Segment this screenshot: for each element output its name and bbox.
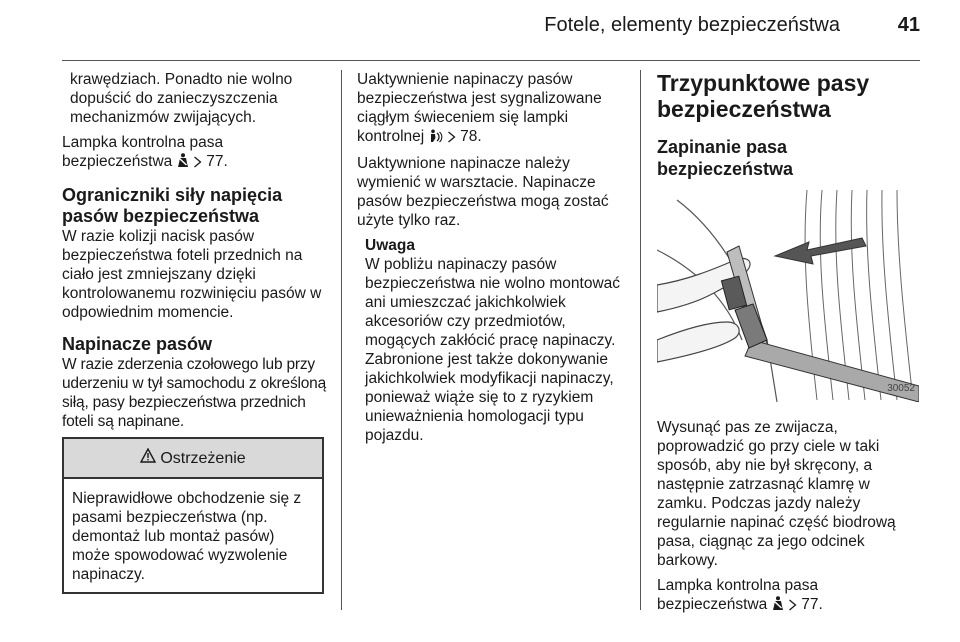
force-limiters-text: W razie kolizji nacisk pasów bezpieczeństwa foteli przednich na ciało jest zmniejszany dzięki kontrolowanemu rozwinięciu pasów w odpowiednim momencie.: [62, 228, 322, 321]
column-2: [357, 70, 622, 445]
page-ref-number: 77.: [801, 596, 823, 613]
warning-text: Nieprawidłowe obchodzenie się z pasami bezpieczeństwa (np. demontaż lub montaż pasów) może spowodować wyzwolenie napinaczy.: [72, 490, 302, 583]
warning-title: Ostrzeżenie: [160, 449, 246, 467]
seatbelt-fastening-drawing: [657, 190, 919, 402]
heading-three-point-belts: Trzypunktowe pasy bezpieczeństwa: [657, 70, 870, 122]
column-divider-2: [640, 70, 641, 610]
seatbelt-illustration: [657, 190, 919, 402]
column-1: [62, 70, 327, 594]
activation-text: Uaktywnienie napinaczy pasów bezpieczeństwa jest sygnalizowane ciągłym świeceniem się lampki kontrolnej: [357, 71, 602, 145]
reference-text: Lampka kontrolna pasa bezpieczeństwa: [657, 577, 819, 613]
column-3: [657, 70, 922, 622]
column-divider-1: [341, 70, 342, 610]
warning-header: [64, 439, 322, 479]
page-ref-number: 78.: [460, 128, 482, 145]
warning-box: [62, 437, 324, 594]
page-number: 41: [897, 14, 920, 36]
heading-pretensioners: Napinacze pasów: [62, 334, 213, 354]
seatbelt-warning-icon: [772, 596, 784, 616]
seatbelt-lamp-reference: [62, 133, 327, 173]
page-reference-icon: [788, 597, 797, 616]
pretensioner-activation-text: [357, 70, 622, 148]
heading-fastening-belt: Zapinanie pasa bezpieczeństwa: [657, 137, 794, 179]
warning-triangle-icon: [140, 448, 156, 468]
page-reference-icon: [447, 129, 456, 148]
seatbelt-lamp-reference: [657, 576, 922, 616]
note-block: [357, 236, 622, 445]
reference-text: Lampka kontrolna pasa bezpieczeństwa: [62, 134, 224, 170]
airbag-warning-icon: [429, 129, 443, 148]
paragraph-continuation: krawędziach. Ponadto nie wolno dopuścić do zanieczyszczenia mechanizmów zwijających.: [70, 71, 293, 126]
fastening-instructions: Wysunąć pas ze zwijacza, poprowadzić go przy ciele w taki sposób, aby nie był skręcony, a następnie zatrzasnąć klamrę w zamku. Podczas jazdy należy regularnie napinać część biodrową pasa, ciągnąc za jego odcinek barkowy.: [657, 419, 896, 569]
section-title: Fotele, elementy bezpieczeństwa: [544, 14, 840, 36]
pretensioner-replace-text: Uaktywnione napinacze należy wymienić w warsztacie. Napinacze pasów bezpieczeństwa mogą zostać użyte tylko raz.: [357, 155, 609, 229]
pretensioners-text: W razie zderzenia czołowego lub przy uderzeniu w tył samochodu z określoną siłą, pasy bezpieczeństwa przednich foteli są napinane.: [62, 356, 326, 430]
seatbelt-warning-icon: [177, 153, 189, 173]
note-text: W pobliżu napinaczy pasów bezpieczeństwa nie wolno montować ani umieszczać jakichkolwiek akcesoriów czy przedmiotów, mogących zakłócić pracę napinaczy. Zabronione jest także dokonywanie jakichkolwiek modyfikacji napinaczy, ponieważ wiąże się to z ryzykiem unieważnienia homologacji typu pojazdu.: [365, 256, 621, 444]
figure-code: 30052: [887, 383, 915, 394]
note-title: Uwaga: [365, 237, 415, 254]
header-divider: [62, 60, 920, 61]
heading-force-limiters: Ograniczniki siły napięcia pasów bezpieczeństwa: [62, 185, 283, 226]
page-reference-icon: [193, 154, 202, 173]
page-ref-number: 77.: [206, 153, 228, 170]
